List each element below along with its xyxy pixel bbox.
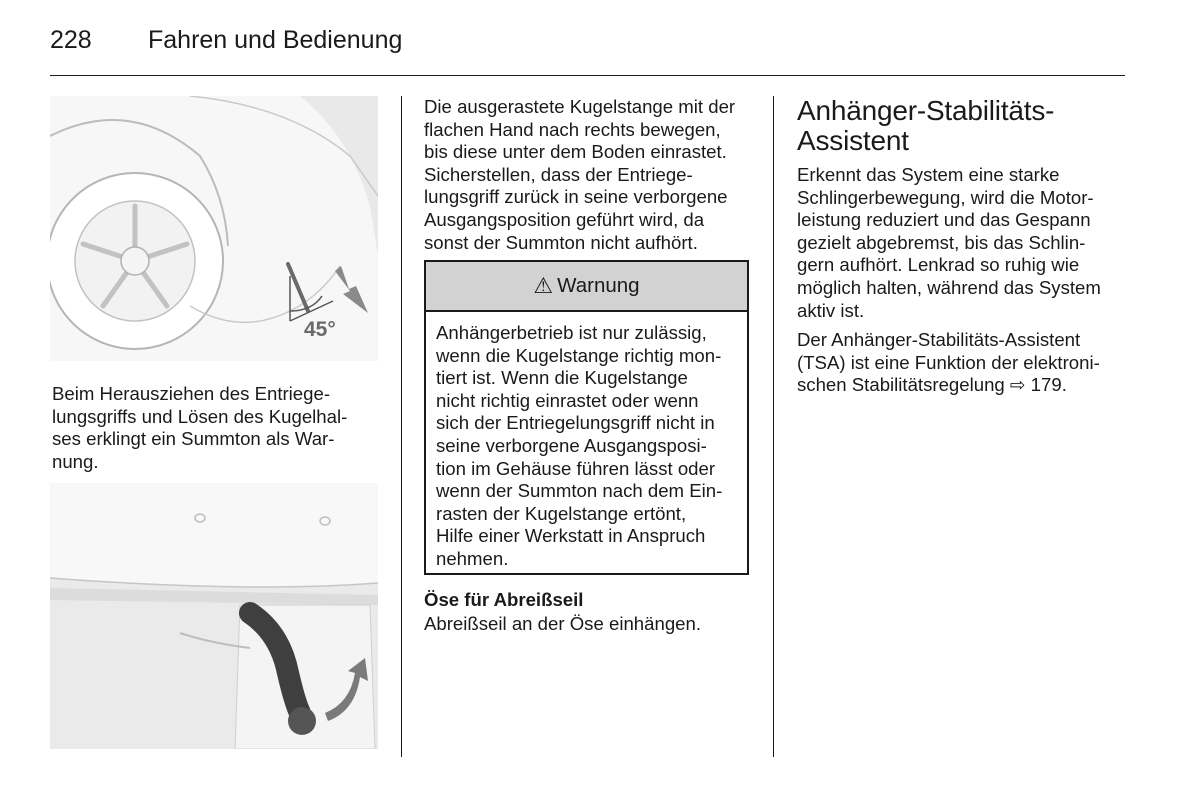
warning-triangle-icon: ⚠ — [533, 273, 554, 298]
warning-title: Warnung — [557, 274, 640, 297]
text-line: Anhängerbetrieb ist nur zulässig, — [436, 322, 707, 343]
text-line: möglich halten, während das System — [797, 276, 1101, 298]
text-line: nicht richtig einrastet oder wenn — [436, 389, 699, 411]
text-line: Sicherstellen, dass der Entriege- — [424, 163, 693, 185]
text-line: flachen Hand nach rechts bewegen, — [424, 118, 721, 140]
text-line: Die ausgerastete Kugelstange mit der — [424, 96, 736, 117]
paragraph-kugelstange — [424, 96, 764, 254]
paragraph-tsa-function — [797, 164, 1137, 322]
text-line: Der Anhänger-Stabilitäts-Assistent — [797, 329, 1081, 350]
text-line: lungsgriffs und Lösen des Kugelhal- — [52, 405, 348, 427]
page-reference-link[interactable]: schen Stabilitätsregelung ⇨ 179. — [797, 374, 1067, 396]
header-rule — [50, 75, 1125, 76]
warning-text — [436, 322, 735, 571]
warning-box — [424, 260, 749, 575]
rear-wheel-illustration — [50, 96, 378, 361]
figure-rear-wheel-handle — [50, 96, 378, 361]
section-title: Fahren und Bedienung — [148, 26, 403, 54]
text-line: Beim Herausziehen des Entriege- — [52, 383, 331, 404]
page-number: 228 — [50, 26, 92, 54]
paragraph-summton — [52, 383, 382, 473]
text-line: (TSA) ist eine Funktion der elektroni- — [797, 351, 1100, 373]
text-line: seine verborgene Ausgangsposi- — [436, 434, 707, 456]
column-divider-1 — [401, 96, 402, 757]
subheading-oese: Öse für Abreißseil — [424, 589, 584, 610]
angle-label: 45° — [304, 318, 336, 341]
figure-ball-bar — [50, 483, 378, 749]
text-line: rasten der Kugelstange ertönt, — [436, 502, 687, 524]
heading-line: Anhänger-Stabilitäts- — [797, 95, 1055, 126]
text-line: gezielt abgebremst, bis das Schlin- — [797, 231, 1086, 253]
column-divider-2 — [773, 96, 774, 757]
text-line: wenn die Kugelstange richtig mon- — [436, 344, 722, 366]
text-line: tion im Gehäuse führen lässt oder — [436, 457, 716, 479]
text-line: Hilfe einer Werkstatt in Anspruch — [436, 525, 706, 547]
text-line: Erkennt das System eine starke — [797, 164, 1060, 185]
ball-bar-illustration — [50, 483, 378, 749]
text-line: nehmen. — [436, 547, 509, 569]
paragraph-abreissseil: Abreißseil an der Öse einhängen. — [424, 613, 702, 634]
text-line: bis diese unter dem Boden einrastet. — [424, 141, 727, 163]
text-line: tiert ist. Wenn die Kugelstange — [436, 367, 688, 389]
text-line: Ausgangsposition geführt wird, da — [424, 208, 705, 230]
text-line: nung. — [52, 450, 99, 472]
text-line: sonst der Summton nicht aufhört. — [424, 231, 698, 253]
text-line: Schlingerbewegung, wird die Motor- — [797, 186, 1094, 208]
paragraph-tsa-definition — [797, 329, 1137, 397]
text-line: lungsgriff zurück in seine verborgene — [424, 186, 728, 208]
text-line: gern aufhört. Lenkrad so ruhig wie — [797, 254, 1080, 276]
text-line: sich der Entriegelungsgriff nicht in — [436, 412, 715, 434]
section-heading-tsa — [797, 96, 1054, 156]
warning-header — [426, 262, 747, 312]
text-line: ses erklingt ein Summton als War- — [52, 428, 335, 450]
text-line: aktiv ist. — [797, 299, 865, 321]
text-line: wenn der Summton nach dem Ein- — [436, 480, 723, 502]
heading-line: Assistent — [797, 125, 909, 156]
text-line: leistung reduziert und das Gespann — [797, 209, 1091, 231]
